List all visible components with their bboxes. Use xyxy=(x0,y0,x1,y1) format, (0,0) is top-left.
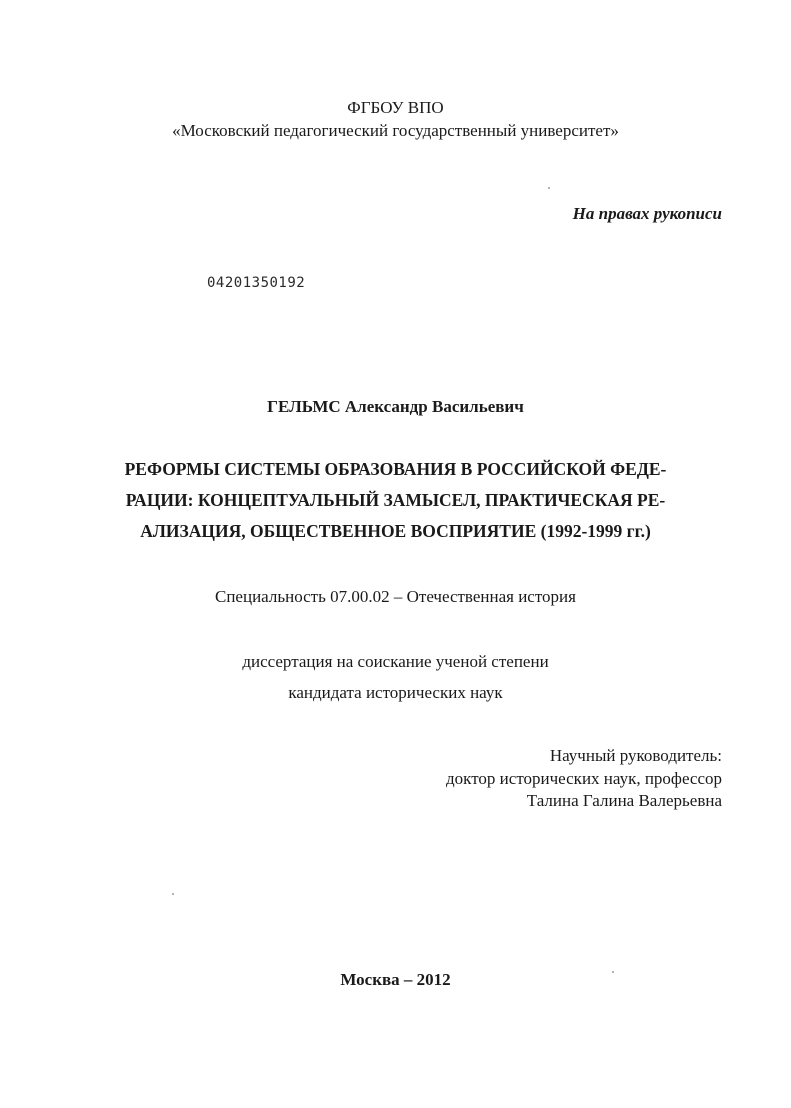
specialty: Специальность 07.00.02 – Отечественная история xyxy=(215,587,576,606)
author-name: ГЕЛЬМС Александр Васильевич xyxy=(267,397,524,416)
degree-line-2: кандидата исторических наук xyxy=(288,683,503,702)
scan-speck xyxy=(172,893,174,895)
thesis-title-line-2: РАЦИИ: КОНЦЕПТУАЛЬНЫЙ ЗАМЫСЕЛ, ПРАКТИЧЕСКАЯ РЕ- xyxy=(125,490,666,510)
supervisor-label: Научный руководитель: xyxy=(549,746,722,765)
thesis-title-line-1: РЕФОРМЫ СИСТЕМЫ ОБРАЗОВАНИЯ В РОССИЙСКОЙ ФЕДЕ- xyxy=(124,459,667,479)
scan-speck xyxy=(548,187,550,189)
catalog-number: 04201350192 xyxy=(207,275,306,291)
org-short: ФГБОУ ВПО xyxy=(347,98,444,117)
supervisor-name: Талина Галина Валерьевна xyxy=(526,791,722,810)
city-year: Москва – 2012 xyxy=(340,970,451,989)
thesis-title-line-3: АЛИЗАЦИЯ, ОБЩЕСТВЕННОЕ ВОСПРИЯТИЕ (1992-1999 гг.) xyxy=(140,521,651,541)
degree-line-1: диссертация на соискание ученой степени xyxy=(242,652,549,671)
manuscript-note: На правах рукописи xyxy=(572,204,722,223)
org-full: «Московский педагогический государственный университет» xyxy=(172,121,619,140)
supervisor-degree: доктор исторических наук, профессор xyxy=(446,769,722,788)
